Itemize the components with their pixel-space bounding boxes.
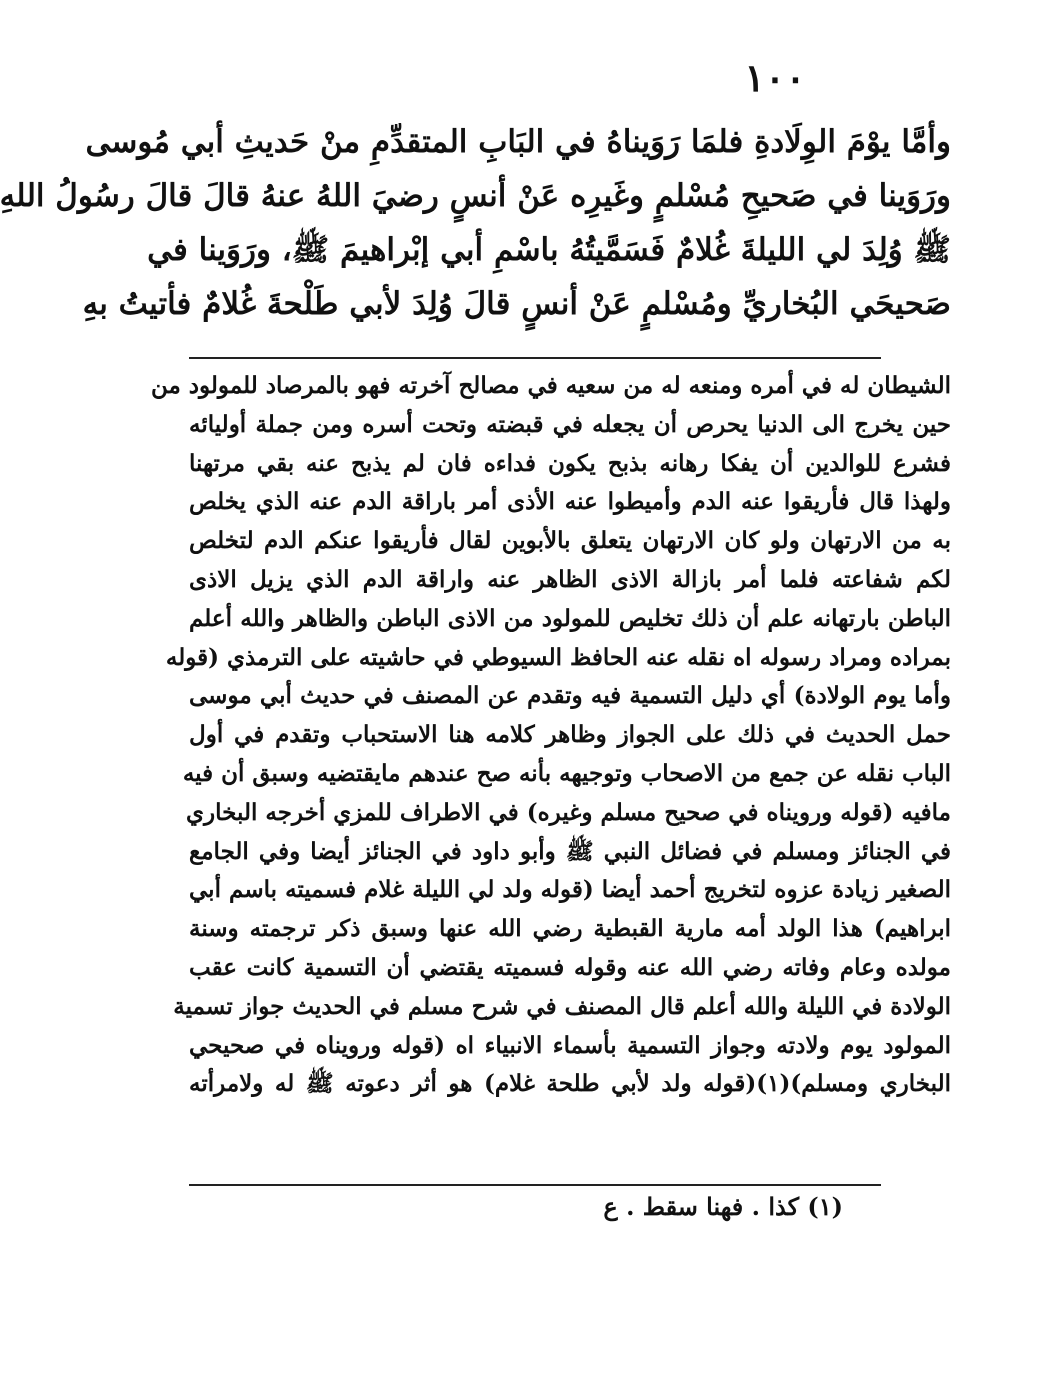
commentary-line: البخاري ومسلم)(١)(قوله ولد لأبي طلحة غلام) هو أثر دعوته ﷺ له ولامرأته [189,1070,951,1098]
commentary-block [150,367,951,1104]
page-number: ١٠٠ [744,55,806,100]
commentary-line: مافيه (قوله ورويناه في صحيح مسلم وغيره) في الاطراف للمزي أخرجه البخاري [186,798,951,826]
main-text-line: وأمَّا يوْمَ الوِلَادةِ فلمَا رَوَيناهُ في البَابِ المتقدِّمِ منْ حَديثِ أبي مُوسى [85,124,951,160]
main-text-line: ﷺ وُلِدَ لي الليلةَ غُلامٌ فَسَمَّيتُهُ باسْمِ أبي إبْراهيمَ ﷺ، ورَوَينا في [147,232,951,268]
commentary-line: الباب نقله عن جمع من الاصحاب وتوجيهه بأنه صح عندهم مايقتضيه وسبق أن فيه [182,759,951,787]
commentary-line: به من الارتهان ولو كان الارتهان يتعلق بالأبوين لقال فأريقوا عنكم الدم لتخلص [189,527,951,555]
commentary-line: الباطن بارتهانه علم أن ذلك تخليص للمولود من الاذى الباطن والظاهر والله أعلم [189,604,951,632]
commentary-line: حين يخرج الى الدنيا يحرص أن يجعله في قبضته وتحت أسره ومن جملة أوليائه [189,410,951,438]
commentary-line: ولهذا قال فأريقوا عنه الدم وأميطوا عنه الأذى أمر باراقة الدم عنه الذي يخلص [189,488,951,516]
commentary-line: الولادة في الليلة والله أعلم قال المصنف في شرح مسلم في الحديث جواز تسمية [173,992,951,1020]
main-text-line: ورَوَينا في صَحيحِ مُسْلمٍ وغَيرِه عَنْ أنسٍ رضيَ اللهُ عنهُ قالَ قالَ رسُولُ اللهِ [0,178,951,214]
bottom-divider [189,1184,881,1186]
footnote: (١) كذا . فهنا سقط . ع [603,1192,843,1221]
commentary-line: بمراده ومراد رسوله اه نقله عنه الحافظ السيوطي في حاشيته على الترمذي (قوله [165,643,951,671]
commentary-line: لكم شفاعته فلما أمر بازالة الاذى الظاهر عنه واراقة الدم الذي يزيل الاذى [189,565,951,593]
top-divider [189,357,881,359]
commentary-line: الصغير زيادة عزوه لتخريج أحمد أيضا (قوله ولد لي الليلة غلام فسميته باسم أبي [189,876,951,904]
commentary-line: مولده وعام وفاته رضي الله عنه وقوله فسميته يقتضي أن التسمية كانت عقب [189,953,951,981]
commentary-line: في الجنائز ومسلم في فضائل النبي ﷺ وأبو داود في الجنائز أيضا وفي الجامع [189,837,951,865]
main-text-line: صَحيحَي البُخاريِّ ومُسْلمٍ عَنْ أنسٍ قالَ وُلِدَ لأبي طَلْحةَ غُلامٌ فأتيتُ بهِ [82,286,951,322]
commentary-line: حمل الحديث في ذلك على الجواز وظاهر كلامه هنا الاستحباب وتقدم في أول [189,721,951,749]
commentary-line: ابراهيم) هذا الولد أمه مارية القبطية رضي الله عنها وسبق ذكر ترجمته وسنة [189,915,951,943]
commentary-line: المولود يوم ولادته وجواز التسمية بأسماء الانبياء اه (قوله ورويناه في صحيحي [189,1031,951,1059]
commentary-line: وأما يوم الولادة) أي دليل التسمية فيه وتقدم عن المصنف في حديث أبي موسى [189,682,951,710]
commentary-line: فشرع للوالدين أن يفكا رهانه بذبح يكون فداءه فان لم يذبح عنه بقي مرتهنا [189,449,951,477]
commentary-line: الشيطان له في أمره ومنعه له من سعيه في مصالح آخرته فهو بالمرصاد للمولود من [150,372,951,399]
main-text-block [0,115,951,331]
